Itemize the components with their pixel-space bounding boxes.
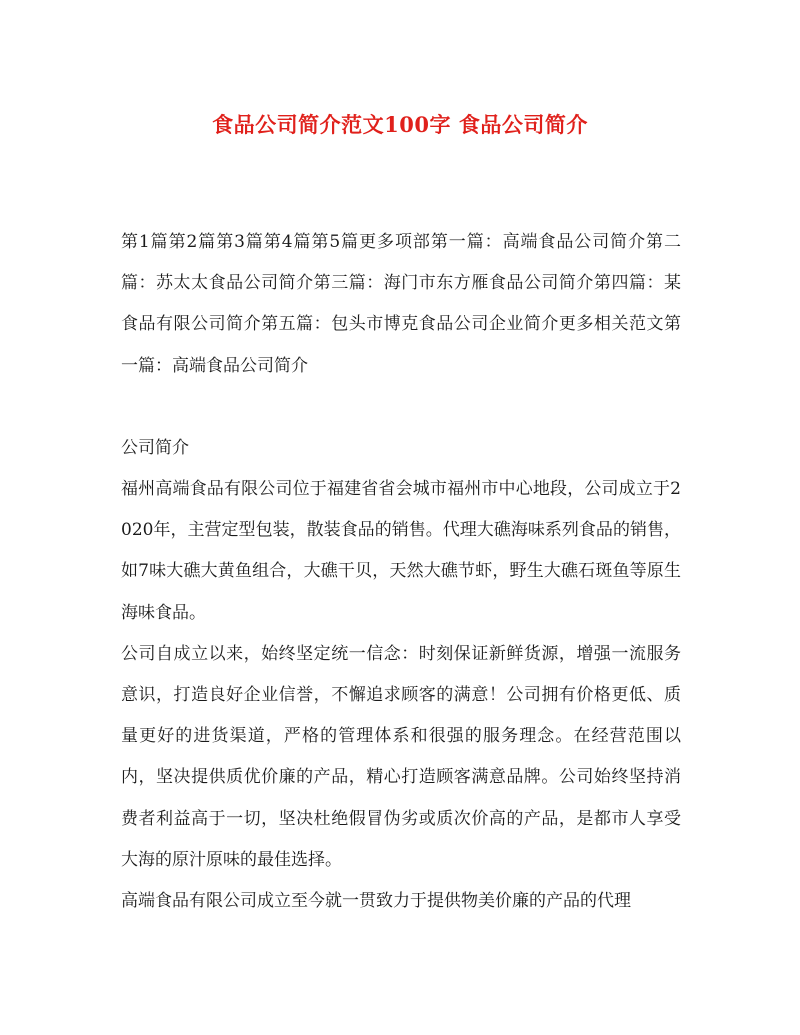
paragraph-intro: 福州高端食品有限公司位于福建省省会城市福州市中心地段，公司成立于2020年，主营定型包装，散装食品的销售。代理大礁海味系列食品的销售，如7味大礁大黄鱼组合，大礁干贝，天然大礁节虾，野生大礁石斑鱼等原生海味食品。 (121, 479, 681, 623)
table-of-contents: 第1篇第2篇第3篇第4篇第5篇更多项部第一篇：高端食品公司简介第二篇：苏太太食品公司简介第三篇：海门市东方雁食品公司简介第四篇：某食品有限公司简介第五篇：包头市博克食品公司企业简介更多相关范文第一篇：高端食品公司简介 (121, 232, 681, 376)
section-heading: 公司简介 (121, 437, 189, 458)
paragraph-philosophy: 公司自成立以来，始终坚定统一信念：时刻保证新鲜货源，增强一流服务意识，打造良好企业信誉，不懈追求顾客的满意！公司拥有价格更低、质量更好的进货渠道，严格的管理体系和很强的服务理念。在经营范围以内，坚决提供质优价廉的产品，精心打造顾客满意品牌。公司始终坚持消费者利益高于一切，坚决杜绝假冒伪劣或质次价高的产品，是都市人享受大海的原汁原味的最佳选择。 (121, 643, 681, 870)
document-body (121, 222, 681, 922)
paragraph-commitment: 高端食品有限公司成立至今就一贯致力于提供物美价廉的产品的代理 (121, 891, 631, 912)
document-title: 食品公司简介范文100字 食品公司简介 (212, 112, 588, 137)
